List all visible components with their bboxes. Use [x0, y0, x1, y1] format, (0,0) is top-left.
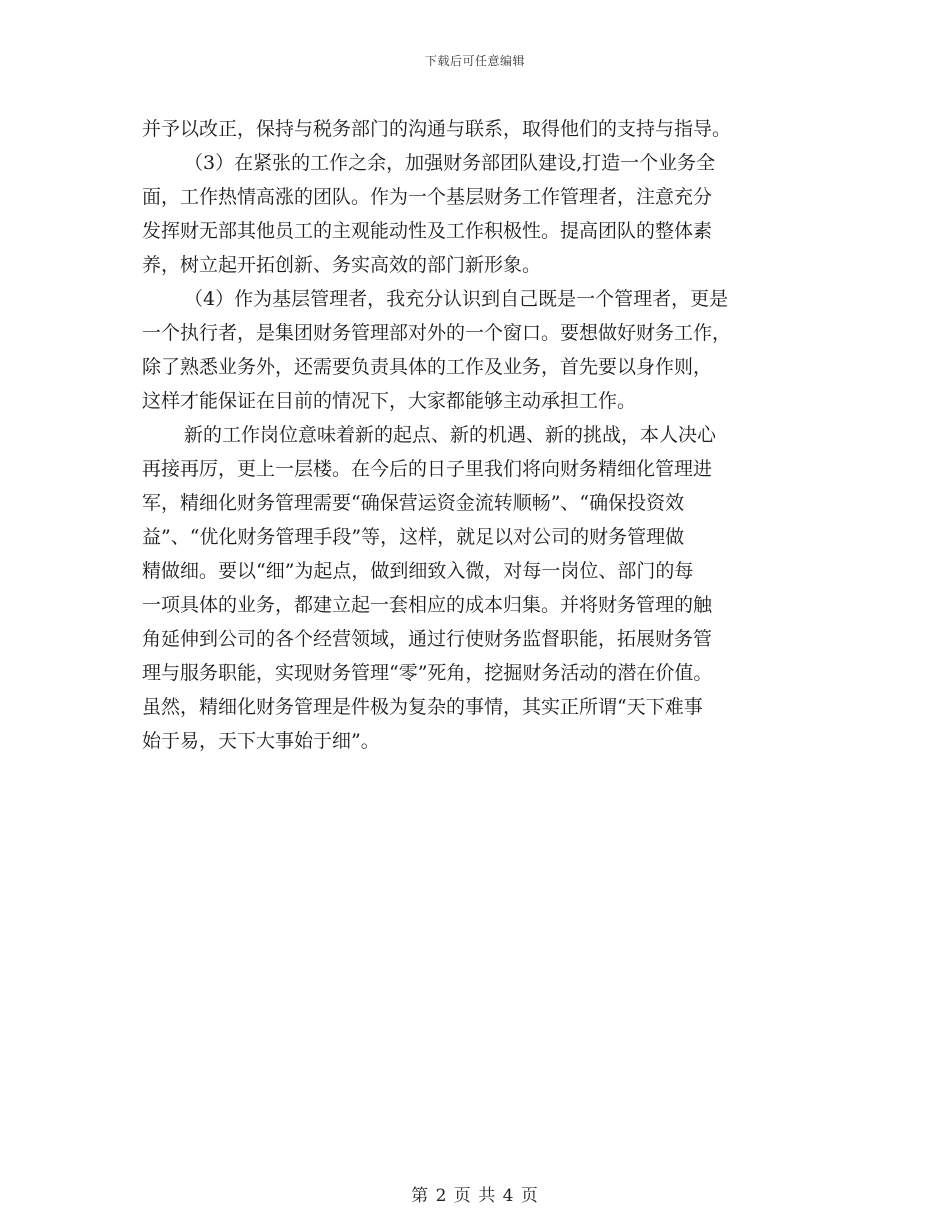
text-line: 虽然，精细化财务管理是件极为复杂的事情，其实正所谓“天下难事	[142, 696, 703, 718]
text-line: 始于易，天下大事始于细”。	[142, 730, 380, 752]
text-line: 理与服务职能，实现财务管理“零”死角，挖掘财务活动的潜在价值。	[142, 662, 713, 684]
text-line: （4）作为基层管理者，我充分认识到自己既是一个管理者，更是	[184, 288, 729, 310]
text-line: 精做细。要以“细”为起点，做到细致入微，对每一岗位、部门的每	[142, 560, 694, 582]
page-header: 下载后可任意编辑	[424, 54, 525, 68]
text-line: 角延伸到公司的各个经营领域，通过行使财务监督职能，拓展财务管	[142, 628, 713, 650]
text-line: 发挥财无部其他员工的主观能动性及工作积极性。提高团队的整体素	[142, 220, 713, 242]
text-line: 养，树立起开拓创新、务实高效的部门新形象。	[142, 254, 542, 276]
text-line: 新的工作岗位意味着新的起点、新的机遇、新的挑战，本人决心	[184, 424, 717, 446]
page-footer: 第 2 页 共 4 页	[411, 1186, 539, 1206]
document-body	[142, 112, 810, 758]
text-line: 军，精细化财务管理需要“确保营运资金流转顺畅”、“确保投资效	[142, 492, 685, 514]
text-line: 一项具体的业务，都建立起一套相应的成本归集。并将财务管理的触	[142, 594, 713, 616]
text-line: （3）在紧张的工作之余，加强财务部团队建设,打造一个业务全	[184, 152, 716, 174]
text-line: 一个执行者，是集团财务管理部对外的一个窗口。要想做好财务工作，	[142, 322, 732, 344]
text-line: 并予以改正，保持与税务部门的沟通与联系，取得他们的支持与指导。	[142, 118, 732, 140]
text-line: 再接再厉，更上一层楼。在今后的日子里我们将向财务精细化管理进	[142, 458, 713, 480]
text-line: 除了熟悉业务外，还需要负责具体的工作及业务，首先要以身作则，	[142, 356, 713, 378]
text-line: 这样才能保证在目前的情况下，大家都能够主动承担工作。	[142, 390, 637, 412]
text-line: 面，工作热情高涨的团队。作为一个基层财务工作管理者，注意充分	[142, 186, 713, 208]
text-line: 益”、“优化财务管理手段”等，这样，就足以对公司的财务管理做	[142, 526, 685, 548]
